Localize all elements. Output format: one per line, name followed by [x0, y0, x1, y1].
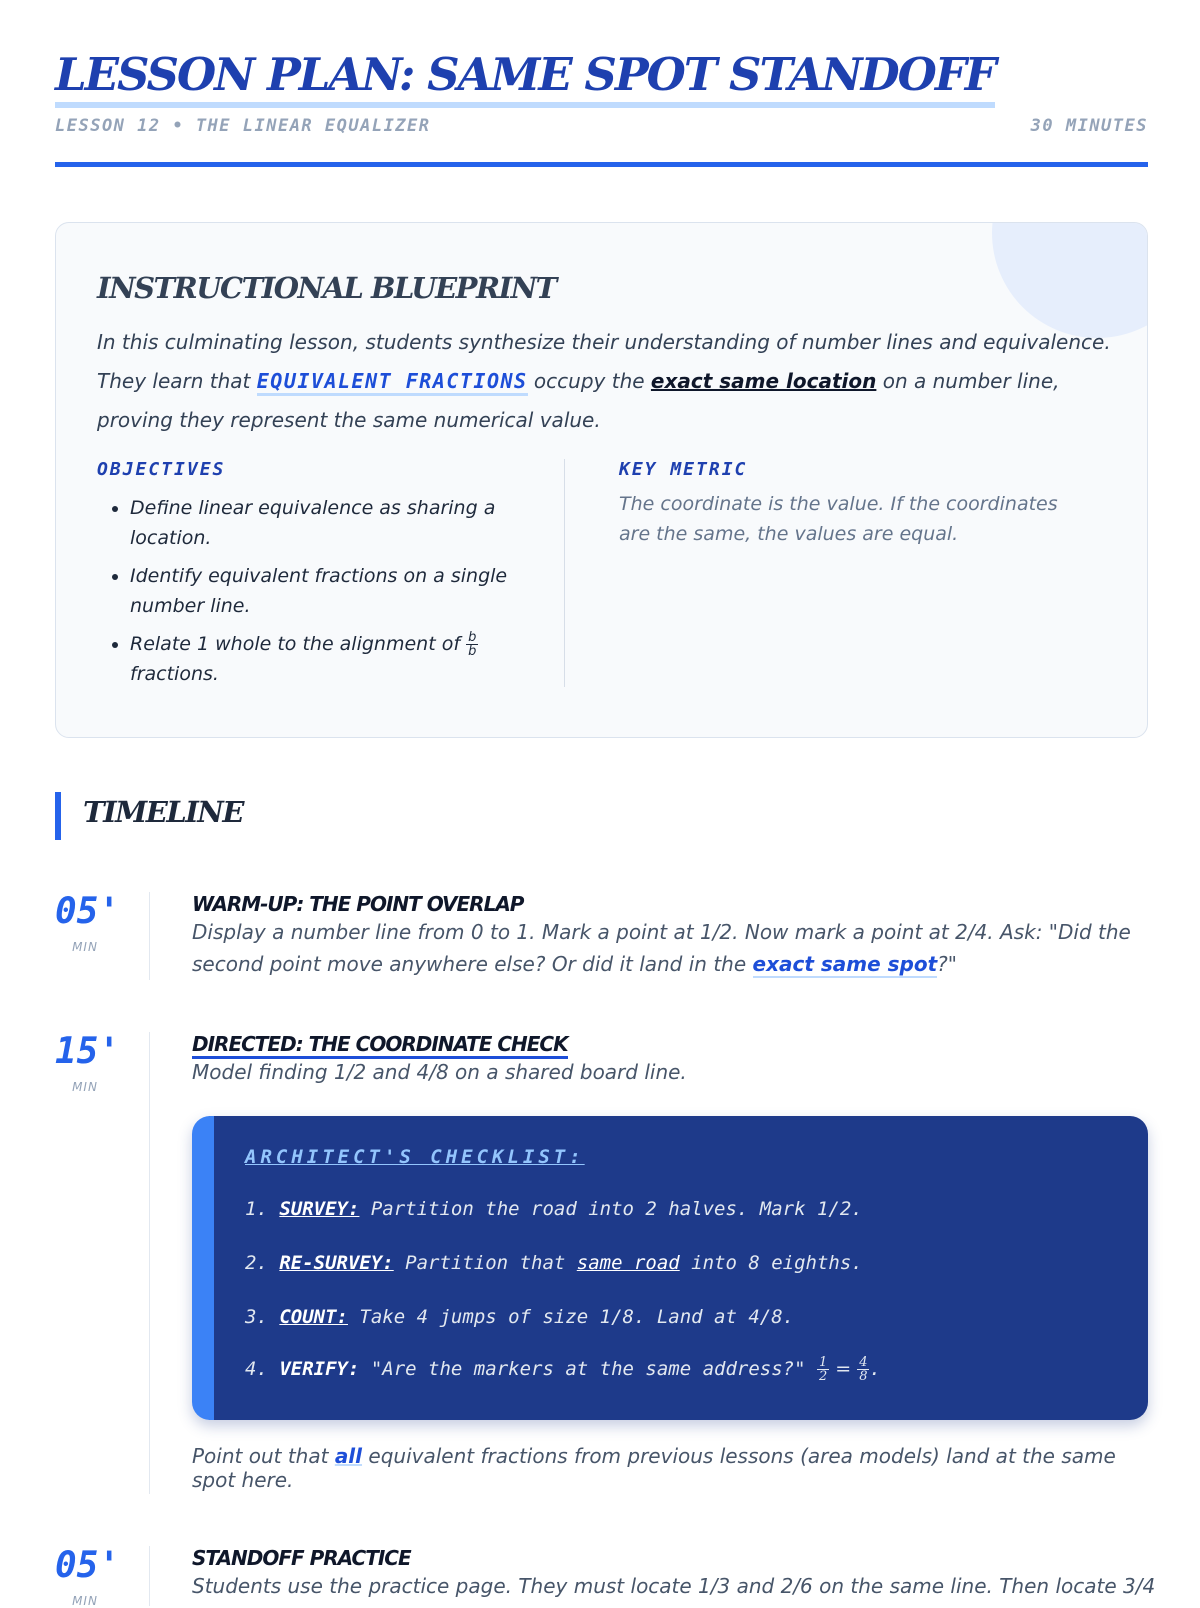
item-keyword: RE-SURVEY:	[279, 1252, 394, 1274]
step-title: DIRECTED: THE COORDINATE CHECK	[192, 1032, 568, 1059]
exact-same-spot-highlight: exact same spot	[752, 952, 938, 976]
checklist-item	[245, 1198, 863, 1220]
item-text: Take 4 jumps of size 1/8. Land at 4/8.	[347, 1306, 795, 1328]
item-number: 4.	[245, 1358, 268, 1380]
four-eighths-fraction	[857, 1356, 869, 1383]
step-title: STANDOFF PRACTICE	[192, 1546, 411, 1570]
fraction-numerator: b	[468, 630, 477, 645]
same-road-emphasis: same road	[576, 1252, 680, 1274]
duration-label: 30 MINUTES	[1030, 116, 1148, 136]
item-keyword: SURVEY:	[279, 1198, 360, 1220]
checklist-item	[245, 1356, 881, 1383]
timeline-accent-bar	[55, 792, 61, 840]
fraction-denominator: 2	[818, 1369, 828, 1384]
objective-item	[130, 629, 530, 689]
timeline-connector	[149, 892, 150, 980]
item-keyword: COUNT:	[279, 1306, 348, 1328]
step-text: Display a number line from 0 to 1. Mark a point at 1/2. Now mark a point at 2/4. Ask: "Did the second point move anywhere else? Or did it land in the	[192, 920, 1131, 976]
checklist-item	[245, 1252, 863, 1274]
architects-checklist	[192, 1116, 1148, 1420]
step-text: equivalent fractions from previous lessons (area models) land at the same spot here.	[192, 1444, 1116, 1492]
key-metric-text: The coordinate is the value. If the coordinates are the same, the values are equal.	[619, 493, 1058, 545]
objectives-label: OBJECTIVES	[97, 459, 226, 480]
step-time-unit: MIN	[72, 1080, 98, 1094]
item-number: 2.	[245, 1252, 268, 1274]
step-time-unit: MIN	[72, 1594, 98, 1608]
step-description	[192, 916, 1142, 980]
objective-text: fractions.	[130, 663, 219, 685]
equivalent-fractions-term: EQUIVALENT FRACTIONS	[257, 369, 528, 396]
fraction-denominator: 8	[859, 1369, 868, 1384]
objectives-list	[97, 493, 530, 697]
step-time: 15'	[55, 1031, 121, 1072]
item-text: .	[869, 1358, 881, 1380]
header-divider	[55, 162, 1148, 167]
objective-item: • Identify equivalent fractions on a single number line.	[130, 561, 530, 621]
checklist-heading: ARCHITECT'S CHECKLIST:	[245, 1146, 585, 1168]
objective-item: • Define linear equivalence as sharing a location.	[130, 493, 530, 553]
all-highlight: all	[334, 1444, 363, 1468]
objective-text: Relate 1 whole to the alignment of	[130, 633, 461, 655]
timeline-title: TIMELINE	[83, 795, 243, 829]
step-followup	[192, 1444, 1142, 1492]
lesson-label: LESSON 12 • THE LINEAR EQUALIZER	[55, 116, 431, 136]
one-half-fraction	[817, 1356, 829, 1383]
equals-sign: =	[835, 1358, 852, 1380]
lesson-subtitle-row	[55, 116, 1148, 138]
step-time: 05'	[55, 891, 121, 932]
intro-text: on a number line, proving they represent the same numerical value.	[97, 369, 1060, 432]
step-text: ?"	[937, 952, 957, 976]
step-description: Model finding 1/2 and 4/8 on a shared board line.	[192, 1060, 687, 1084]
step-text: Point out that	[192, 1444, 335, 1468]
page-title: LESSON PLAN: SAME SPOT STANDOFF	[55, 48, 995, 108]
step-title: WARM-UP: THE POINT OVERLAP	[192, 892, 524, 916]
exact-location-emphasis: exact same location	[650, 369, 877, 393]
column-divider	[564, 459, 565, 687]
fraction-numerator: 1	[818, 1355, 828, 1370]
fraction-denominator: b	[468, 644, 477, 659]
item-text: into 8 eighths.	[679, 1252, 863, 1274]
item-keyword: VERIFY:	[279, 1358, 360, 1380]
intro-text: In this culminating lesson, students synthesize their understanding of number lines and equivalence. They learn that	[97, 330, 1111, 393]
item-text: Partition the road into 2 halves. Mark 1/2.	[359, 1198, 863, 1220]
step-time: 05'	[55, 1545, 121, 1586]
step-description: Students use the practice page. They must locate 1/3 and 2/6 on the same line. Then locate 3/4	[192, 1574, 1156, 1598]
blueprint-intro	[97, 323, 1117, 440]
item-text: Partition that	[393, 1252, 577, 1274]
blueprint-title: INSTRUCTIONAL BLUEPRINT	[97, 271, 556, 305]
item-text: "Are the markers at the same address?"	[359, 1358, 817, 1380]
timeline-connector	[149, 1032, 150, 1494]
corner-decoration	[992, 222, 1148, 338]
item-number: 3.	[245, 1306, 268, 1328]
key-metric-label: KEY METRIC	[619, 459, 748, 480]
step-time-unit: MIN	[72, 940, 98, 954]
intro-text: occupy the	[527, 369, 651, 393]
timeline-connector	[149, 1546, 150, 1606]
checklist-item	[245, 1306, 794, 1328]
b-over-b-fraction	[466, 631, 478, 658]
item-number: 1.	[245, 1198, 268, 1220]
fraction-numerator: 4	[859, 1355, 868, 1370]
blueprint-card	[55, 222, 1148, 738]
